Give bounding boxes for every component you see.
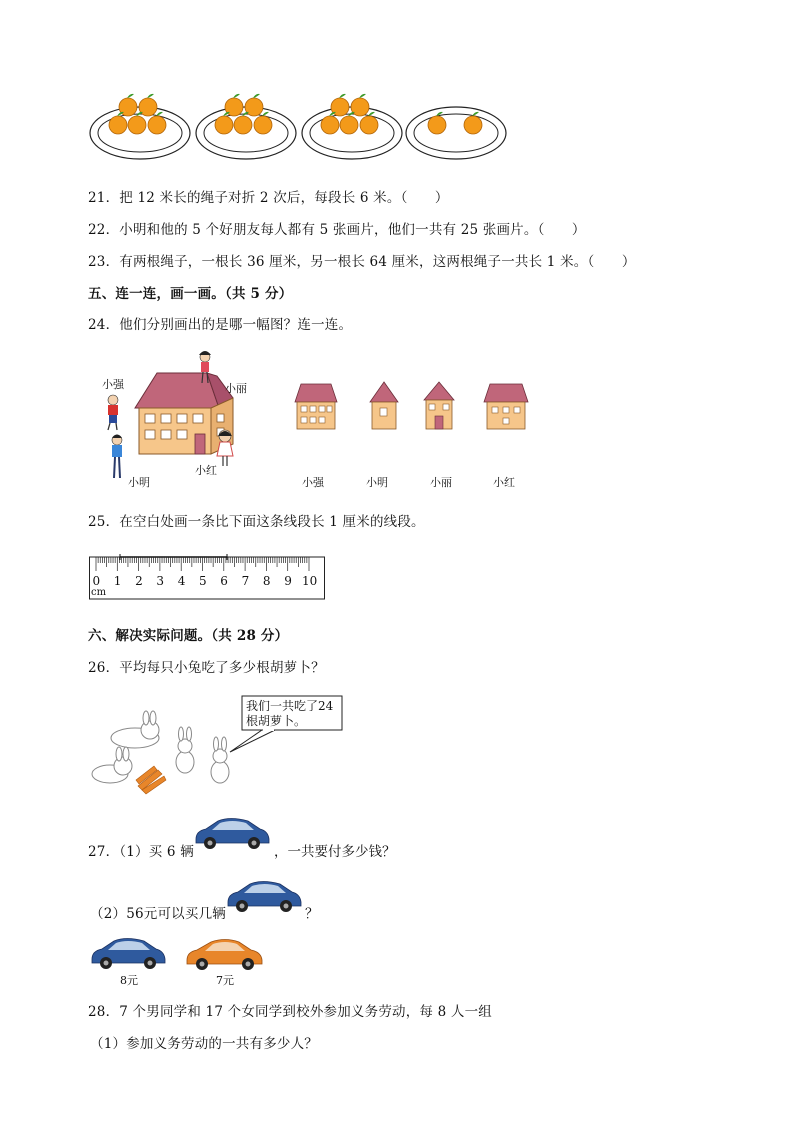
ruler-number: 0 [92,574,101,588]
question-27-1-prefix: 27．（1）买 6 辆 [88,844,194,860]
question-28: 28．7 个男同学和 17 个女同学到校外参加义务劳动，每 8 人一组 [88,1004,492,1020]
house-view-xiaoli [423,380,455,430]
price-orange-car: 7元 [216,974,234,987]
ruler-number: 6 [220,574,228,588]
label-xiaoli: 小丽 [225,382,247,395]
ruler-number: 10 [302,574,318,588]
plate-3 [302,94,402,159]
ruler-number: 8 [262,574,271,588]
speech-bubble-line-1: 我们一共吃了24 [246,699,334,713]
ruler-number: 5 [199,574,207,588]
house-view-xiaoqiang [293,382,339,432]
ruler-number: 2 [135,574,143,588]
plate-4 [406,107,506,159]
price-blue-car-image [88,935,168,971]
question-28-1: （1）参加义务劳动的一共有多少人？ [90,1036,318,1052]
question-22: 22．小明和他的 5 个好朋友每人都有 5 张画片，他们一共有 25 张画片。（ ） [88,222,586,238]
caption-2: 小明 [366,476,388,489]
ruler-number: 7 [241,574,250,588]
section-6-heading: 六、解决实际问题。（共 28 分） [88,628,289,644]
plate-2 [196,94,296,159]
question-25: 25．在空白处画一条比下面这条线段长 1 厘米的线段。 [88,514,425,530]
section-5-heading: 五、连一连，画一画。（共 5 分） [88,286,293,302]
blue-car-image [192,815,272,851]
ruler-number: 1 [113,574,122,588]
house-view-xiaoming [369,380,399,430]
ruler-number: 3 [156,574,165,588]
question-27-1-suffix: ，一共要付多少钱？ [274,844,396,860]
question-21: 21．把 12 米长的绳子对折 2 次后，每段长 6 米。（ ） [88,190,449,206]
fruit-plates-illustration [88,88,518,168]
caption-3: 小丽 [430,476,452,489]
ruler-number: 9 [284,574,292,588]
house-scene-illustration [95,348,265,488]
caption-4: 小红 [493,476,515,489]
label-xiaohong: 小红 [195,464,217,477]
price-blue-car: 8元 [120,974,138,987]
ruler [89,553,329,601]
blue-car-image-2 [224,878,304,914]
caption-1: 小强 [302,476,324,489]
label-xiaoqiang: 小强 [102,378,124,391]
plate-1 [90,94,190,159]
speech-bubble-line-2: 根胡萝卜。 [246,714,307,728]
question-27-2-prefix: （2）56元可以买几辆 [90,906,226,922]
question-23: 23．有两根绳子，一根长 36 厘米，另一根长 64 厘米，这两根绳子一共长 1 米。（ ） [88,254,636,270]
price-orange-car-image [184,938,266,972]
question-24: 24．他们分别画出的是哪一幅图？连一连。 [88,317,353,333]
question-27-2-suffix: ？ [305,906,319,922]
house-view-xiaohong [482,382,530,432]
ruler-number: 4 [177,574,186,588]
speech-bubble-text [246,699,333,729]
label-xiaoming: 小明 [128,476,150,489]
ruler-unit: cm [91,587,107,598]
question-26: 26．平均每只小兔吃了多少根胡萝卜？ [88,660,325,676]
